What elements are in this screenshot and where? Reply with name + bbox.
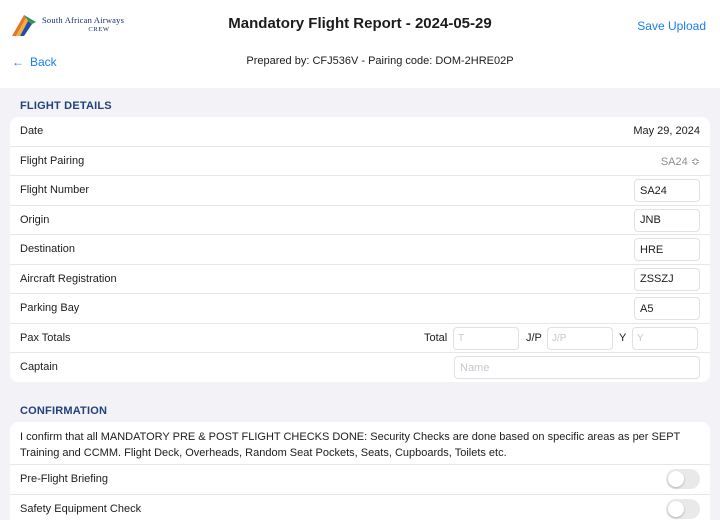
top-bar: [0, 0, 720, 88]
row-safety-equipment-check: [10, 495, 710, 520]
save-upload-button[interactable]: Save Upload: [637, 19, 706, 33]
flight-number-label: Flight Number: [20, 184, 90, 196]
parking-bay-label: Parking Bay: [20, 302, 80, 314]
aircraft-registration-input[interactable]: [634, 268, 700, 291]
section-title-flight-details: FLIGHT DETAILS: [20, 100, 112, 112]
row-destination: [10, 235, 710, 265]
pax-y-input[interactable]: [632, 327, 698, 350]
row-captain: [10, 353, 710, 383]
date-value[interactable]: May 29, 2024: [633, 125, 700, 137]
flight-pairing-label: Flight Pairing: [20, 154, 85, 167]
arrow-left-icon: ←: [12, 55, 24, 69]
row-flight-pairing: [10, 147, 710, 177]
row-date: [10, 117, 710, 147]
logo-name: South African Airways: [42, 15, 125, 25]
pax-jp-label: J/P: [526, 331, 542, 344]
row-parking-bay: [10, 294, 710, 324]
pre-flight-briefing-toggle[interactable]: [666, 469, 700, 489]
page-title: Mandatory Flight Report - 2024-05-29: [228, 15, 492, 32]
row-pax-totals: [10, 324, 710, 354]
safety-equipment-check-toggle[interactable]: [666, 499, 700, 519]
back-label: Back: [30, 55, 57, 69]
pax-totals-label: Pax Totals: [20, 331, 71, 344]
date-label: Date: [20, 125, 44, 137]
row-aircraft-registration: [10, 265, 710, 295]
pax-jp-input[interactable]: [547, 327, 613, 350]
destination-label: Destination: [20, 243, 76, 255]
aircraft-registration-label: Aircraft Registration: [20, 272, 117, 285]
row-origin: [10, 206, 710, 236]
origin-label: Origin: [20, 213, 50, 226]
pax-total-input[interactable]: [453, 327, 519, 350]
flight-details-card: [10, 117, 710, 382]
parking-bay-input[interactable]: [634, 297, 700, 320]
confirmation-statement: I confirm that all MANDATORY PRE & POST FLIGHT CHECKS DONE: Security Checks are done based on specific areas as per SEPT Training and CCMM. Flight Deck, Overheads, Random Seat Pockets, Seats, Cupboards, Toilets etc.: [10, 422, 710, 465]
pre-flight-briefing-label: Pre-Flight Briefing: [20, 473, 109, 485]
logo-subtitle: CREW: [88, 26, 110, 33]
toggle-knob: [668, 471, 684, 487]
row-pre-flight-briefing: [10, 465, 710, 495]
prepared-by-line: Prepared by: CFJ536V - Pairing code: DOM-2HRE02P: [246, 55, 514, 67]
safety-equipment-check-label: Safety Equipment Check: [20, 502, 142, 515]
flight-number-input[interactable]: [634, 179, 700, 202]
pax-y-label: Y: [619, 331, 627, 344]
pax-total-label: Total: [424, 331, 448, 344]
flight-pairing-picker[interactable]: SA24 ≎: [660, 155, 700, 168]
origin-input[interactable]: [634, 209, 700, 232]
toggle-knob: [668, 501, 684, 517]
row-flight-number: [10, 176, 710, 206]
destination-input[interactable]: [634, 238, 700, 261]
captain-label: Captain: [20, 361, 58, 373]
section-title-confirmation: CONFIRMATION: [20, 405, 108, 417]
confirmation-card: [10, 422, 710, 520]
captain-input[interactable]: [454, 356, 700, 379]
